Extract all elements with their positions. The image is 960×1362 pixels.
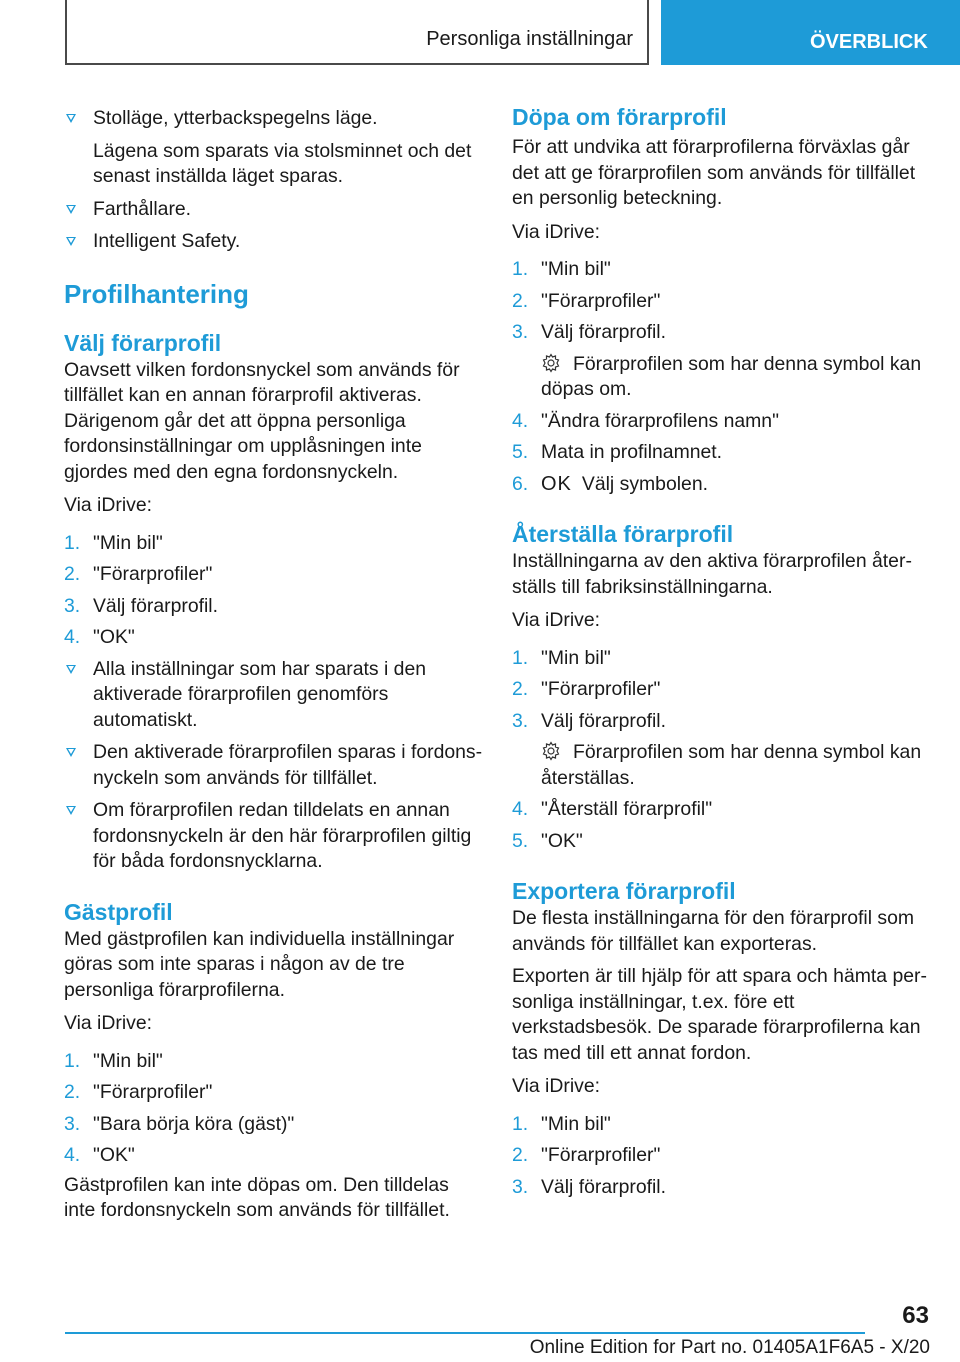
step-item: 2. "Förarprofiler" <box>512 678 661 700</box>
body-text: De flesta inställningarna för den förarprofil som används för tillfället kan exporteras. <box>512 907 915 955</box>
bullet-subtext: Lägena som sparats via stolsminnet och det senast inställda läget sparas. <box>93 139 472 187</box>
step-item: 1. "Min bil" <box>64 1049 163 1072</box>
body-text: Oavsett vilken fordonsnyckel som används för tillfället kan en annan förarprofil aktiveras. Därigenom går det att öppna personliga fordonsinställningar om upplåsningen inte gjordes med den egna fordonsnyckeln. <box>64 358 460 483</box>
step-item: 1. "Min bil" <box>64 531 163 554</box>
page-number: 63 <box>902 1302 929 1329</box>
step-item: 6. OK Välj symbolen. <box>512 472 930 498</box>
subheading-select-profile: Välj förarprofil <box>64 329 222 356</box>
body-text: Exporten är till hjälp för att spara och hämta personliga inställningar, t.ex. före ett verkstadsbesök. De sparade förarprofilerna kan tas med till ett annat fordon. <box>512 965 927 1064</box>
list-item <box>64 197 484 223</box>
section-heading-profilhantering: Profilhantering <box>64 278 249 309</box>
list-item <box>64 229 484 255</box>
tab-overblick[interactable] <box>661 0 960 65</box>
list-item <box>64 798 484 875</box>
step-item: 3. Välj förarprofil. <box>512 321 667 343</box>
via-idrive-label: Via iDrive: <box>64 1012 153 1034</box>
body-text: Inställningarna av den aktiva förarprofilen återställs till fabriksinställningarna. <box>512 550 912 598</box>
left-column <box>64 100 484 1224</box>
triangle-bullet-icon <box>66 205 76 214</box>
footer-edition: Online Edition for Part no. 01405A1F6A5 - X/20 <box>529 1337 930 1358</box>
triangle-bullet-icon <box>66 806 76 815</box>
step-item: 1. "Min bil" <box>512 646 611 669</box>
step-item: 2. "Förarprofiler" <box>512 1144 661 1166</box>
step-item: 3. Välj förarprofil. <box>512 1175 667 1198</box>
step-item: 2. "Förarprofiler" <box>64 1081 213 1103</box>
list-item <box>64 657 484 734</box>
ok-symbol-icon: OK <box>541 472 572 495</box>
subheading-export-profile: Exportera förarprofil <box>512 878 736 904</box>
triangle-bullet-icon <box>66 665 76 674</box>
step-item: 3. Välj förarprofil. <box>64 594 219 617</box>
step-note: Förarprofilen som har denna symbol kan återställas. <box>541 741 922 789</box>
step-item: 3. "Bara börja köra (gäst)" <box>64 1112 295 1135</box>
subheading-guest-profile: Gästprofil <box>64 898 173 925</box>
body-text: Med gästprofilen kan individuella inställningar göras som inte sparas i någon av de tre personliga förarprofilerna. <box>64 927 455 1001</box>
step-item: 1. "Min bil" <box>512 1112 611 1135</box>
header-box <box>65 0 649 65</box>
right-column <box>512 100 930 1200</box>
header-title: Personliga inställningar <box>426 28 633 50</box>
step-item: 4. "Återställ förarprofil" <box>512 798 713 820</box>
step-item: 4. "OK" <box>64 626 135 648</box>
via-idrive-label: Via iDrive: <box>512 220 601 243</box>
via-idrive-label: Via iDrive: <box>512 609 601 631</box>
bullet-text: Farthållare. <box>93 197 192 220</box>
subheading-rename-profile: Döpa om förarprofil <box>512 104 727 130</box>
body-text: För att undvika att förarprofilerna förväxlas går det att ge förarprofilen som används för tillfället en personlig beteckning. <box>512 136 916 209</box>
bullet-text: Om förarprofilen redan tilldelats en annan fordonsnyckeln är den här förarprofilen giltig för båda fordonsnycklarna. <box>93 799 472 872</box>
bullet-text: Alla inställningar som har sparats i den aktiverade förarprofilen genomförs automatiskt. <box>93 657 427 731</box>
triangle-bullet-icon <box>66 237 76 246</box>
step-item: 2. "Förarprofiler" <box>512 289 661 312</box>
bullet-text: Stolläge, ytterbackspegelns läge. <box>93 107 378 129</box>
list-item <box>64 740 484 791</box>
via-idrive-label: Via iDrive: <box>512 1075 601 1097</box>
list-item <box>64 106 484 190</box>
step-item: 4. "OK" <box>64 1144 135 1166</box>
bullet-text: Den aktiverade förarprofilen sparas i fordonsnyckeln som används för tillfället. <box>93 741 483 789</box>
step-item: 2. "Förarprofiler" <box>64 563 213 585</box>
tab-label: ÖVERBLICK <box>810 31 928 53</box>
gear-icon <box>541 741 561 761</box>
triangle-bullet-icon <box>66 748 76 757</box>
via-idrive-label: Via iDrive: <box>64 494 153 516</box>
step-item: 5. Mata in profilnamnet. <box>512 441 723 463</box>
step-item: 4. "Ändra förarprofilens namn" <box>512 409 779 432</box>
step-item: 1. "Min bil" <box>512 258 611 280</box>
bullet-text: Intelligent Safety. <box>93 230 241 252</box>
step-item: 3. Välj förarprofil. <box>512 709 667 732</box>
triangle-bullet-icon <box>66 114 76 123</box>
step-item: 5. "OK" <box>512 829 583 852</box>
step-note: Förarprofilen som har denna symbol kan döpas om. <box>541 352 922 400</box>
subheading-reset-profile: Återställa förarprofil <box>512 521 734 547</box>
footer-divider <box>65 1332 865 1334</box>
body-text: Gästprofilen kan inte döpas om. Den tilldelas inte fordonsnyckeln som används för tillfället. <box>64 1173 450 1221</box>
gear-icon <box>541 353 561 373</box>
